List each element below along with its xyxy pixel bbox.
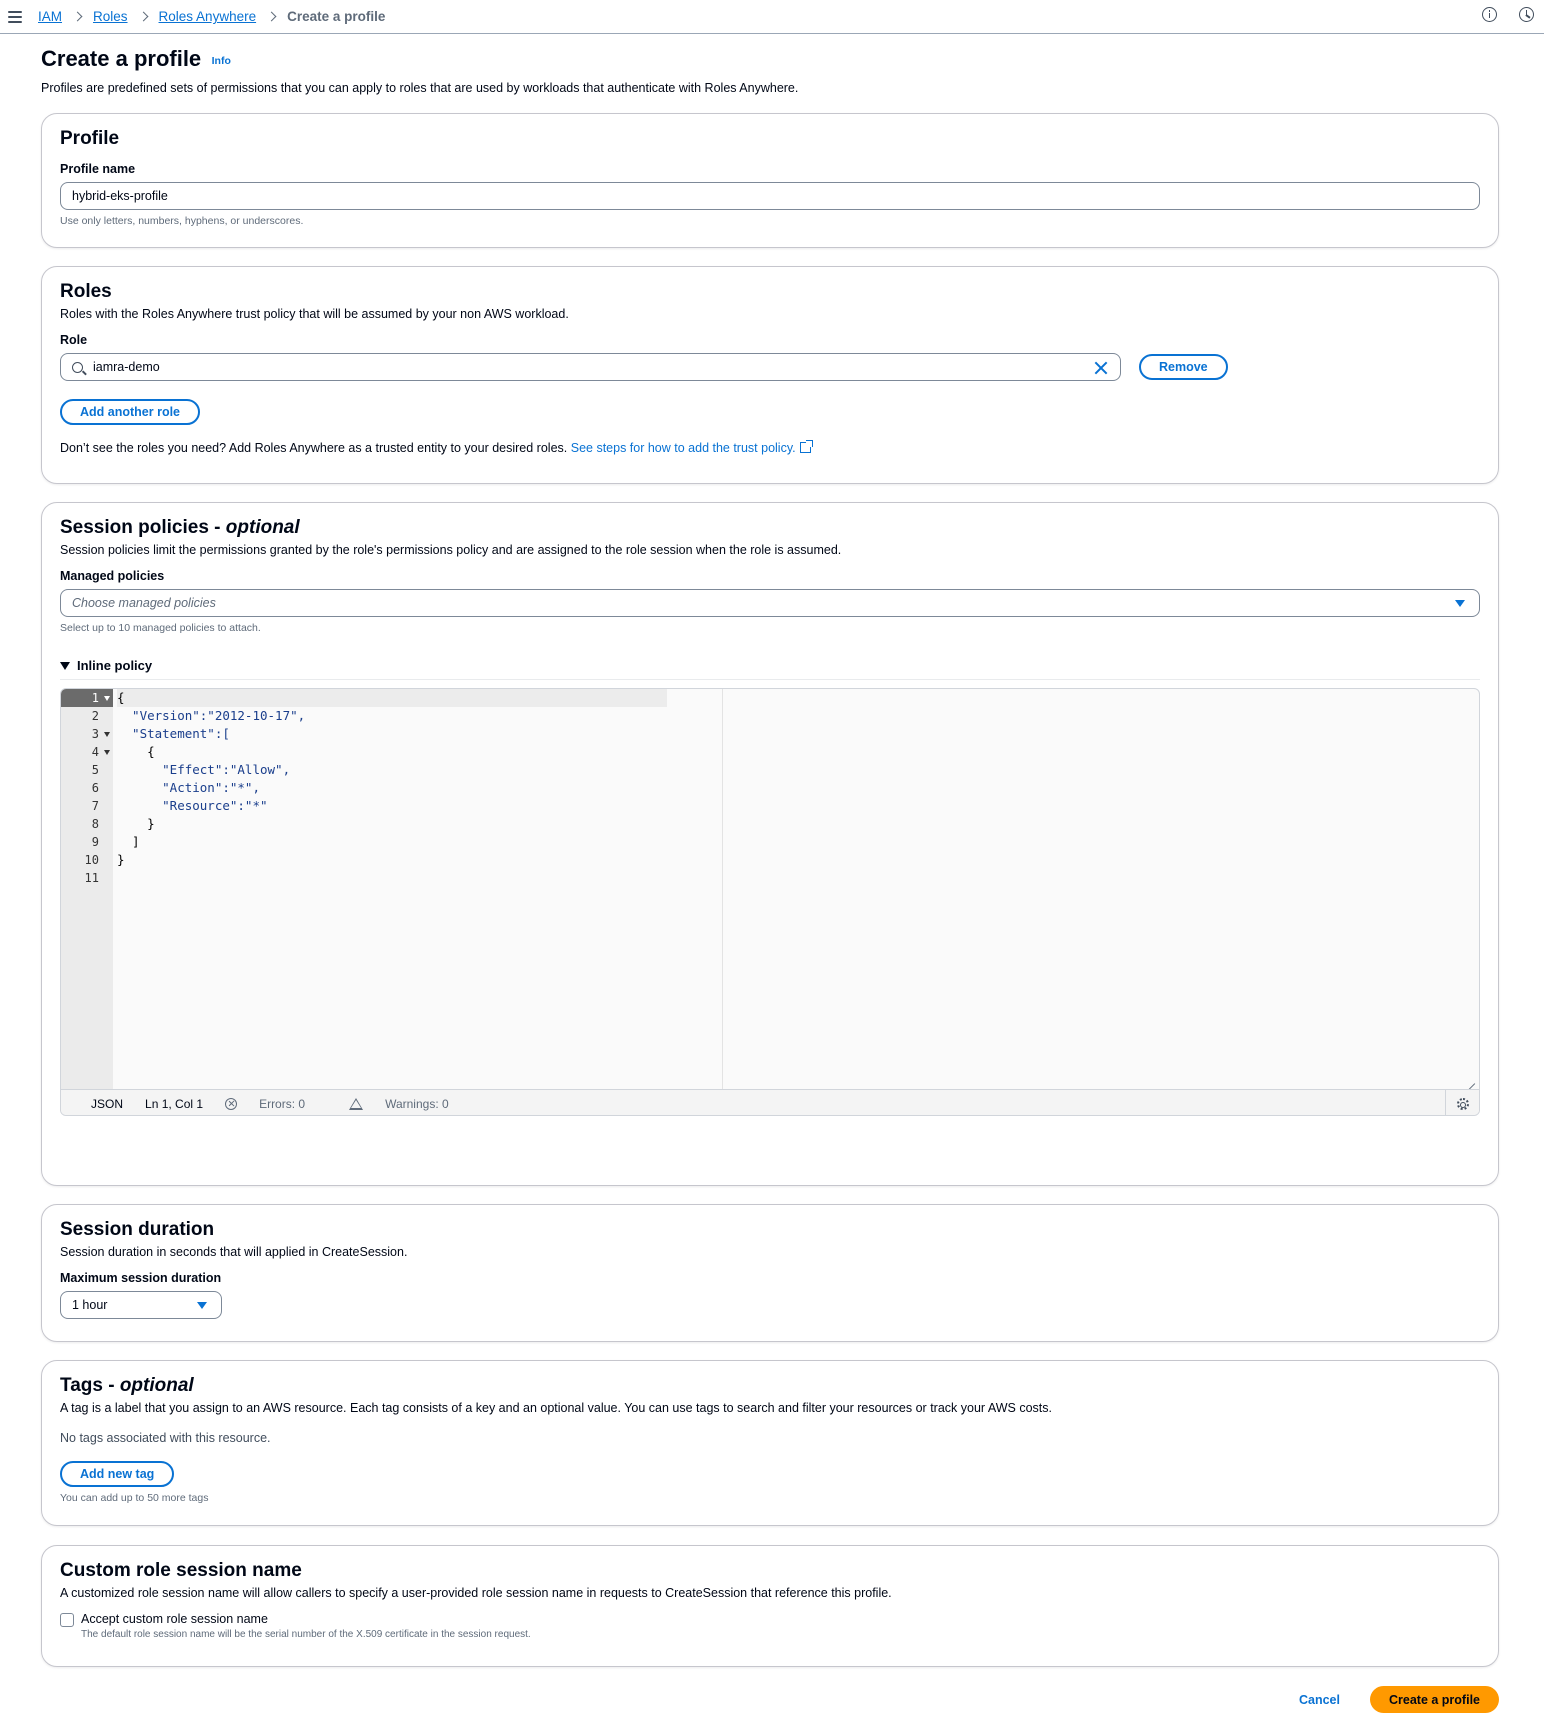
line-number: 11 <box>84 871 99 885</box>
managed-policies-label: Managed policies <box>60 569 165 583</box>
print-margin <box>722 689 723 1089</box>
inline-policy-toggle[interactable] <box>60 658 1480 680</box>
code-line: "Resource":"*" <box>117 798 268 813</box>
create-profile-button[interactable]: Create a profile <box>1370 1686 1499 1713</box>
caret-down-icon <box>60 662 70 670</box>
add-another-role-button[interactable]: Add another role <box>60 399 200 425</box>
custom-session-card <box>41 1545 1499 1667</box>
clear-icon[interactable] <box>1094 361 1108 375</box>
caret-down-icon <box>1455 600 1465 607</box>
role-label: Role <box>60 333 88 347</box>
profile-heading: Profile <box>60 128 120 149</box>
editor-errors[interactable]: Errors: 0 <box>225 1097 327 1111</box>
remove-role-button[interactable]: Remove <box>1139 354 1228 380</box>
line-number: 6 <box>91 781 99 795</box>
profile-card <box>41 113 1499 248</box>
tags-heading <box>60 1375 1480 1397</box>
error-icon <box>225 1098 237 1110</box>
line-number: 7 <box>91 799 99 813</box>
tags-hint: You can add up to 50 more tags <box>60 1492 209 1504</box>
roles-help <box>60 441 1480 455</box>
top-icons <box>1482 7 1534 22</box>
inline-policy-label: Inline policy <box>77 658 153 673</box>
page-description: Profiles are predefined sets of permissions that you can apply to roles that are used by workloads that authenticate with Roles Anywhere. <box>41 81 799 95</box>
custom-session-description: A customized role session name will allow callers to specify a user-provided role session name in requests to CreateSession that reference this profile. <box>60 1586 892 1600</box>
editor-settings-button[interactable] <box>1445 1090 1479 1116</box>
session-policies-card <box>41 502 1499 1186</box>
editor-cursor-position: Ln 1, Col 1 <box>145 1096 204 1111</box>
breadcrumb-current: Create a profile <box>287 9 386 24</box>
code-line: } <box>117 852 125 867</box>
session-duration-heading: Session duration <box>60 1219 215 1240</box>
code-line: "Effect":"Allow", <box>117 762 291 777</box>
line-number: 8 <box>91 817 99 831</box>
info-link[interactable]: Info <box>211 55 231 67</box>
tags-card <box>41 1360 1499 1526</box>
line-number: 4 <box>61 743 113 761</box>
profile-name-hint: Use only letters, numbers, hyphens, or underscores. <box>60 215 304 227</box>
tags-empty-text: No tags associated with this resource. <box>60 1431 271 1445</box>
line-number: 2 <box>91 709 99 723</box>
managed-policies-hint: Select up to 10 managed policies to attach. <box>60 622 261 634</box>
session-policies-heading-text: Session policies - <box>60 517 226 538</box>
breadcrumb <box>38 9 385 24</box>
trust-policy-link[interactable]: See steps for how to add the trust policy. <box>570 441 796 455</box>
editor-status-bar <box>61 1089 1479 1116</box>
add-new-tag-button[interactable]: Add new tag <box>60 1461 174 1487</box>
fold-icon <box>104 732 110 737</box>
line-number: 3 <box>61 725 113 743</box>
gear-icon <box>1457 1098 1469 1110</box>
accept-custom-session-label: Accept custom role session name <box>81 1612 268 1626</box>
breadcrumb-roles-anywhere[interactable]: Roles Anywhere <box>158 9 257 24</box>
managed-policies-select[interactable] <box>60 589 1480 617</box>
cancel-button[interactable]: Cancel <box>1298 1692 1340 1707</box>
chevron-right-icon <box>138 12 148 22</box>
code-line: "Action":"*", <box>117 780 260 795</box>
accept-custom-session-row <box>60 1612 1480 1640</box>
line-number: 5 <box>91 763 99 777</box>
top-navigation-bar <box>0 0 1544 34</box>
roles-card <box>41 266 1499 484</box>
code-line: { <box>117 689 667 707</box>
max-session-select[interactable] <box>60 1291 222 1319</box>
search-icon <box>72 362 83 373</box>
max-session-value: 1 hour <box>72 1298 108 1312</box>
role-search-input[interactable] <box>60 353 1121 381</box>
session-policies-description: Session policies limit the permissions granted by the role's permissions policy and are assigned to the role session when the role is assumed. <box>60 543 842 557</box>
optional-label: optional <box>119 1375 194 1396</box>
form-actions <box>1299 1686 1499 1713</box>
fold-icon <box>104 750 110 755</box>
tags-description: A tag is a label that you assign to an AWS resource. Each tag consists of a key and an optional value. You can use tags to search and filter your resources or track your AWS costs. <box>60 1401 1052 1415</box>
page-header <box>41 46 798 95</box>
code-line: ] <box>117 834 140 849</box>
roles-heading: Roles <box>60 281 112 302</box>
external-link-icon <box>800 442 811 453</box>
accept-custom-session-hint: The default role session name will be the serial number of the X.509 certificate in the session request. <box>81 1629 531 1640</box>
chevron-right-icon <box>73 12 83 22</box>
breadcrumb-roles[interactable]: Roles <box>93 9 128 24</box>
code-line <box>117 869 667 887</box>
notifications-icon[interactable] <box>1519 7 1534 22</box>
roles-description: Roles with the Roles Anywhere trust policy that will be assumed by your non AWS workload. <box>60 307 569 321</box>
line-number: 9 <box>91 835 99 849</box>
chevron-right-icon <box>267 12 277 22</box>
line-number: 10 <box>84 853 99 867</box>
editor-code[interactable] <box>117 689 667 1089</box>
line-number: 1 <box>61 689 113 707</box>
code-editor[interactable] <box>60 688 1480 1116</box>
code-line: "Version":"2012-10-17", <box>117 708 306 723</box>
code-line: } <box>117 816 155 831</box>
managed-policies-placeholder: Choose managed policies <box>72 596 216 610</box>
editor-language: JSON <box>91 1096 124 1111</box>
breadcrumb-iam[interactable]: IAM <box>38 9 63 24</box>
role-value: iamra-demo <box>93 360 160 374</box>
session-duration-description: Session duration in seconds that will applied in CreateSession. <box>60 1245 408 1259</box>
session-duration-card <box>41 1204 1499 1342</box>
profile-name-value: hybrid-eks-profile <box>72 189 168 203</box>
tags-heading-text: Tags - <box>60 1375 120 1396</box>
code-line: { <box>117 744 155 759</box>
optional-label: optional <box>225 517 300 538</box>
session-policies-heading <box>60 517 1480 539</box>
custom-session-heading: Custom role session name <box>60 1560 302 1581</box>
code-line: "Statement":[ <box>117 726 230 741</box>
profile-name-label: Profile name <box>60 162 136 176</box>
menu-icon[interactable] <box>8 11 22 23</box>
profile-name-input[interactable] <box>60 182 1480 210</box>
accept-custom-session-checkbox[interactable] <box>60 1613 74 1627</box>
fold-icon <box>104 696 110 701</box>
info-icon[interactable] <box>1482 7 1497 22</box>
max-session-label: Maximum session duration <box>60 1271 222 1285</box>
editor-warnings[interactable]: Warnings: 0 <box>349 1097 471 1111</box>
editor-gutter <box>61 689 113 1089</box>
warning-icon <box>349 1098 363 1110</box>
resize-handle-icon[interactable] <box>1465 1074 1475 1084</box>
caret-down-icon <box>197 1302 207 1309</box>
page-title: Create a profile <box>41 46 202 71</box>
roles-help-text: Don’t see the roles you need? Add Roles Anywhere as a trusted entity to your desired roles. <box>60 441 568 455</box>
